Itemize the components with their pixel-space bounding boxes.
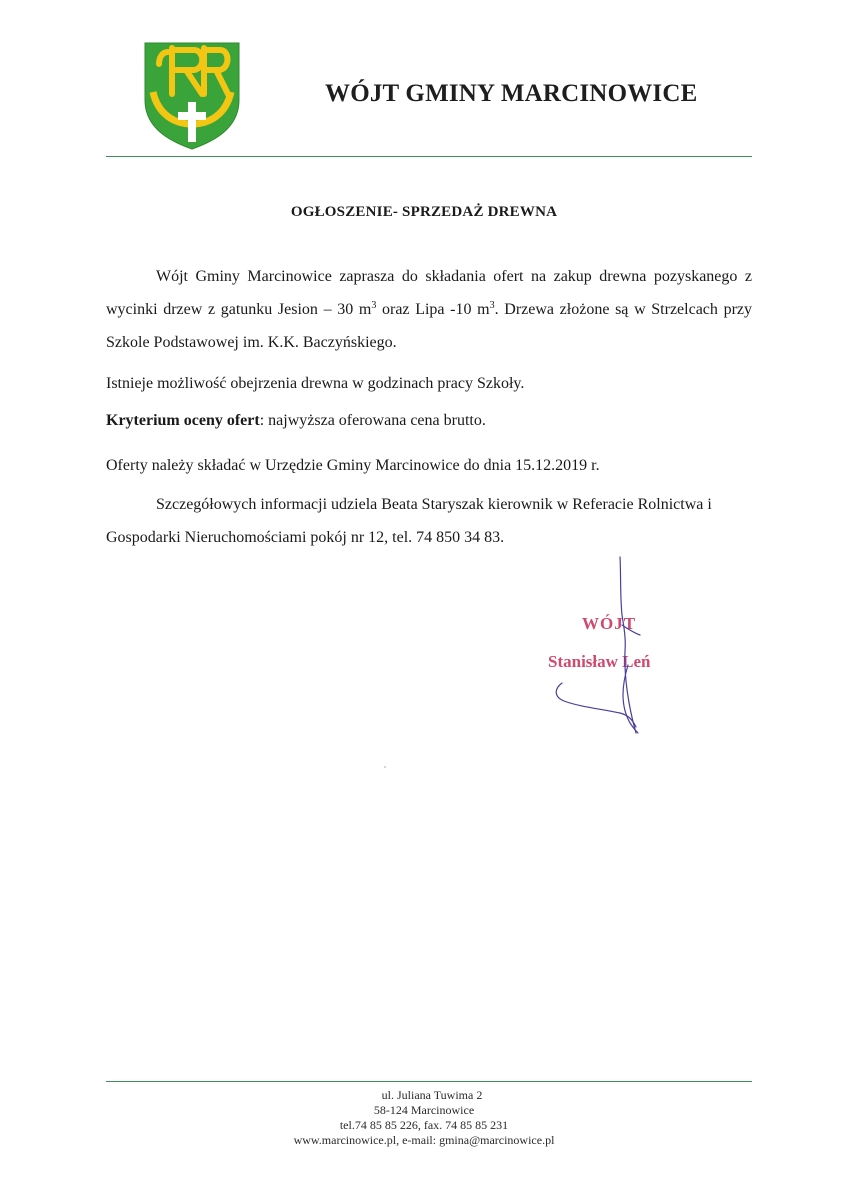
footer-divider [106, 1081, 752, 1082]
footer-street: ul. Juliana Tuwima 2 [381, 1088, 483, 1102]
paragraph-offer-text-b: oraz Lipa -10 m [376, 301, 490, 318]
header-divider [106, 156, 752, 157]
footer-phone: tel.74 85 85 226, fax. 74 85 85 231 [339, 1118, 509, 1132]
handwritten-signature [540, 555, 660, 745]
footer-web: www.marcinowice.pl, e-mail: gmina@marcinowice.pl [293, 1133, 555, 1147]
scan-artifact [384, 766, 386, 768]
coat-of-arms-icon [144, 42, 240, 150]
superscript-3: 3 [371, 300, 377, 311]
stamp-name: Stanisław Leń [548, 652, 651, 671]
document-heading: OGŁOSZENIE- SPRZEDAŻ DREWNA [290, 204, 558, 220]
paragraph-offer-text-c: . Drzewa złożone są w Strzelcach przy Szkole Podstawowej im. K.K. Baczyńskiego. [106, 301, 752, 351]
paragraph-criterion [106, 404, 752, 437]
criterion-label: Kryterium oceny ofert [106, 412, 260, 429]
paragraph-contact [106, 488, 752, 554]
paragraph-deadline: Oferty należy składać w Urzędzie Gminy Marcinowice do dnia 15.12.2019 r. [106, 457, 600, 474]
footer-city: 58-124 Marcinowice [373, 1103, 475, 1117]
criterion-text: : najwyższa oferowana cena brutto. [259, 412, 486, 429]
contact-line-1: Szczegółowych informacji udziela Beata Staryszak kierownik w Referacie Rolnictwa i [156, 496, 712, 513]
paragraph-offer [106, 260, 752, 359]
stamp-title: WÓJT [582, 614, 637, 633]
office-title: WÓJT GMINY MARCINOWICE [325, 80, 698, 107]
paragraph-offer-text-a: Wójt Gminy Marcinowice zaprasza do składania ofert na zakup drewna pozyskanego z wycinki drzew z gatunku Jesion – 30 m [106, 268, 752, 318]
paragraph-inspection: Istnieje możliwość obejrzenia drewna w godzinach pracy Szkoły. [106, 375, 525, 392]
footer-address [0, 1088, 848, 1148]
contact-line-2: Gospodarki Nieruchomościami pokój nr 12, tel. 74 850 34 83. [106, 529, 505, 546]
superscript-3: 3 [489, 300, 495, 311]
